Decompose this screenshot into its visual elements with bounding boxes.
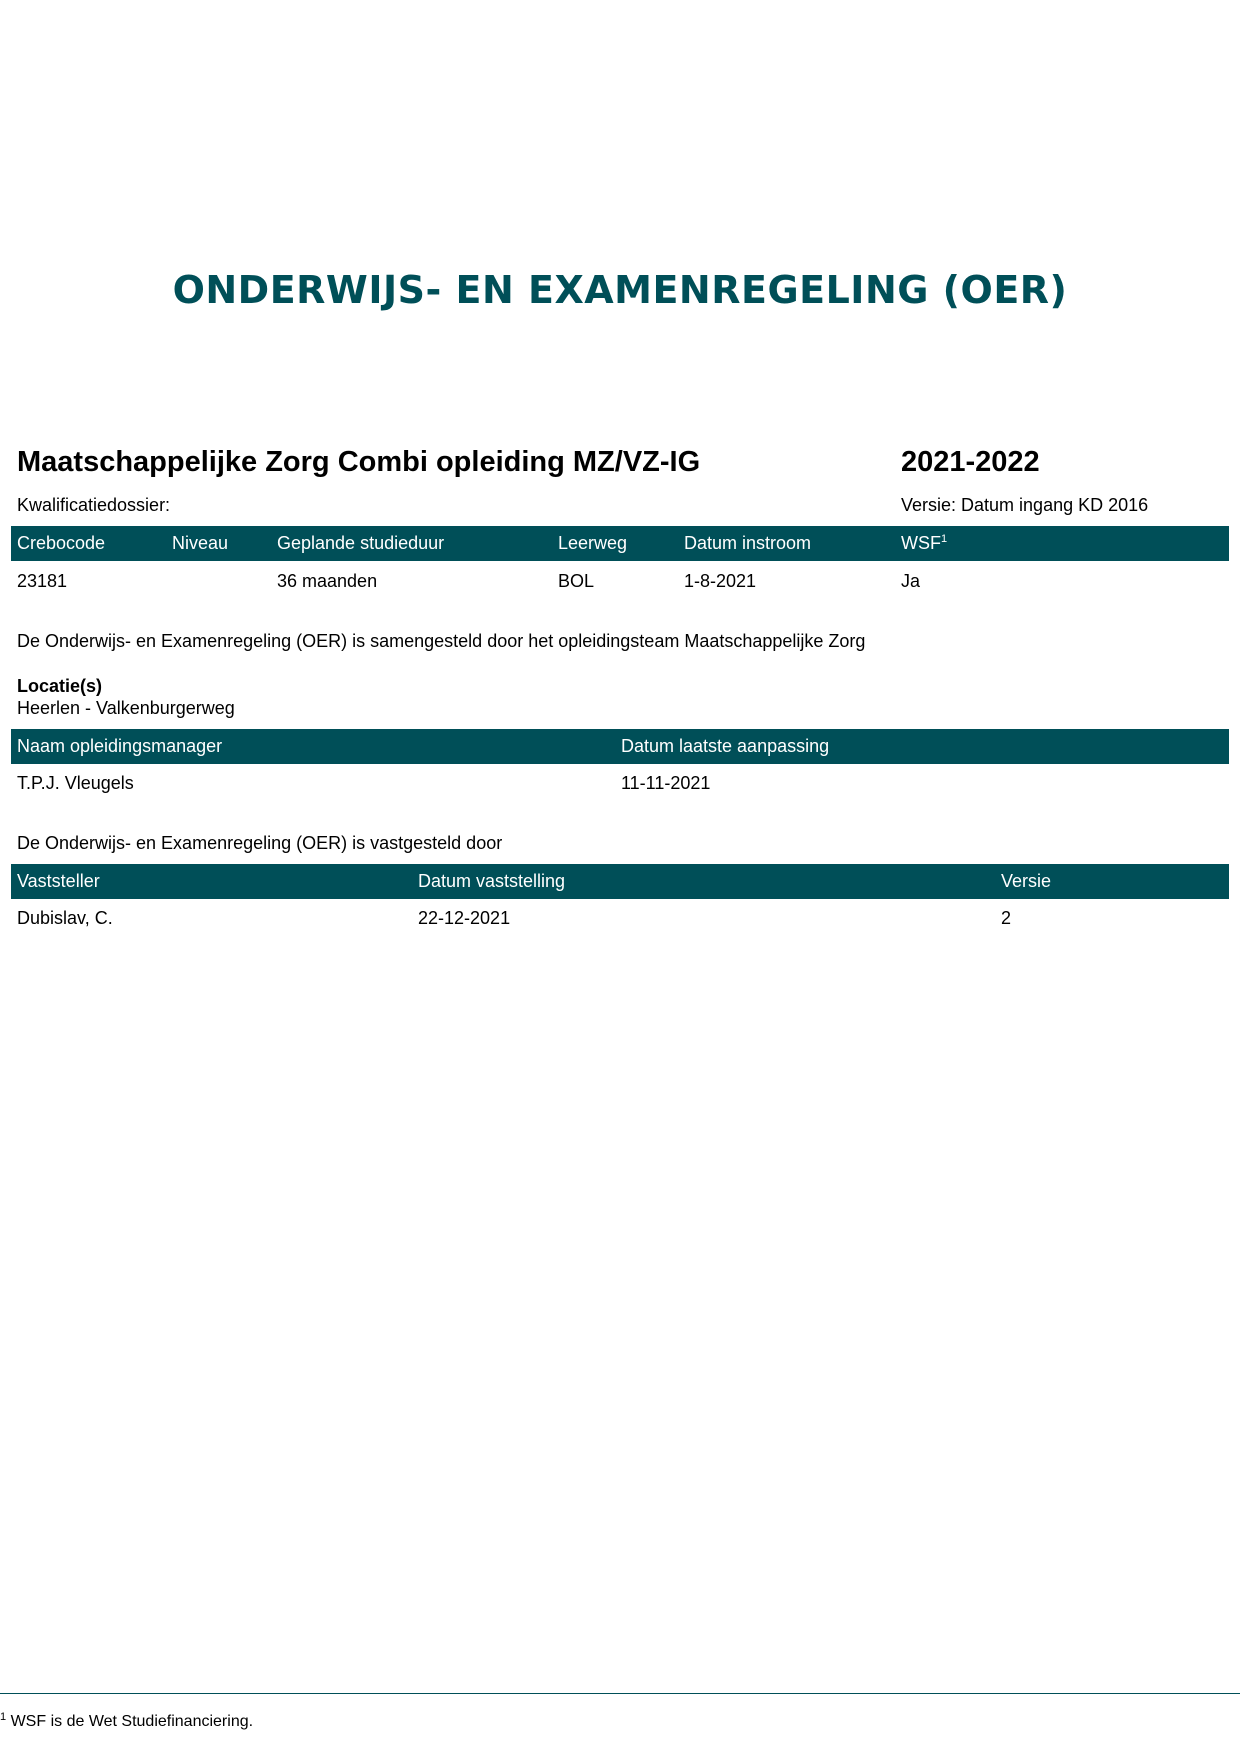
locations-label: Locatie(s) [17, 676, 103, 696]
course-table-header [11, 526, 1229, 561]
cell-version: 2 [1001, 908, 1012, 928]
header-wsf-label: WSF [901, 533, 941, 553]
cell-instroom: 1-8-2021 [684, 571, 757, 591]
established-statement: De Onderwijs- en Examenregeling (OER) is vastgesteld door [17, 833, 503, 853]
wsf-footnote-marker: 1 [941, 533, 948, 545]
page-title: ONDERWIJS- EN EXAMENREGELING (OER) [172, 268, 1068, 312]
academic-year: 2021-2022 [901, 446, 1040, 478]
cell-establishment-date: 22-12-2021 [418, 908, 511, 928]
header-last-modified: Datum laatste aanpassing [621, 736, 830, 756]
cell-last-modified: 11-11-2021 [621, 773, 711, 793]
qualification-label: Kwalificatiedossier: [17, 495, 171, 515]
header-studieduur: Geplande studieduur [277, 533, 445, 553]
cell-establisher: Dubislav, C. [17, 908, 113, 928]
footnote-marker: 1 [0, 1711, 7, 1723]
composed-statement: De Onderwijs- en Examenregeling (OER) is samengesteld door het opleidingsteam Maatschappelijke Zorg [17, 631, 866, 651]
header-establishment-date: Datum vaststelling [418, 871, 566, 891]
header-niveau: Niveau [172, 533, 229, 553]
course-title: Maatschappelijke Zorg Combi opleiding MZ/VZ-IG [17, 446, 701, 478]
manager-table-header [11, 729, 1229, 764]
establishment-table-header [11, 864, 1229, 899]
cell-wsf: Ja [901, 571, 921, 591]
header-instroom: Datum instroom [684, 533, 812, 553]
header-manager: Naam opleidingsmanager [17, 736, 223, 756]
version-label: Versie: Datum ingang KD 2016 [901, 495, 1149, 515]
footnote [0, 1711, 253, 1731]
footnote-divider [0, 1693, 1240, 1694]
header-establisher: Vaststeller [17, 871, 100, 891]
footnote-text: WSF is de Wet Studiefinanciering. [10, 1713, 254, 1730]
cell-leerweg: BOL [558, 571, 595, 591]
header-crebocode: Crebocode [17, 533, 106, 553]
header-wsf [901, 533, 947, 554]
header-version: Versie [1001, 871, 1052, 891]
locations-value: Heerlen - Valkenburgerweg [17, 698, 235, 718]
cell-crebocode: 23181 [17, 571, 68, 591]
cell-manager: T.P.J. Vleugels [17, 773, 134, 793]
cell-studieduur: 36 maanden [277, 571, 378, 591]
header-leerweg: Leerweg [558, 533, 628, 553]
